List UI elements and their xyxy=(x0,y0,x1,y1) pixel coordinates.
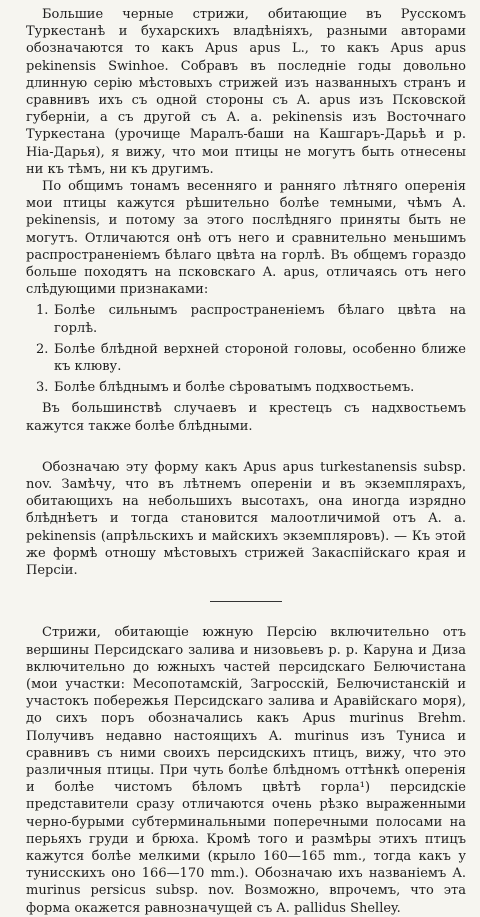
section-divider xyxy=(210,601,282,602)
list-item-text: Болѣе сильнымъ распространеніемъ бѣлаго цвѣта на горлѣ. xyxy=(54,303,466,336)
distinguishing-features-list xyxy=(36,302,466,396)
list-item xyxy=(36,341,466,375)
list-item xyxy=(36,379,466,396)
paragraph-turkestanensis-description: Обозначаю эту форму какъ Apus apus turkestanensis subsp. nov. Замѣчу, что въ лѣтнемъ опереніи и въ экземплярахъ, обитающихъ на небольшихъ высотахъ, она иногда изрядно блѣднѣетъ и тогда становится малоотличимой отъ A. a. pekinensis (апрѣльскихъ и майскихъ экземпляровъ). — Къ этой же формѣ отношу мѣстовыхъ стрижей Закаспійскаго края и Персіи. xyxy=(26,459,466,579)
paragraph-apus-pekinensis-intro: Большие черные стрижи, обитающие въ Русскомъ Туркестанѣ и бухарскихъ владѣніяхъ, разными авторами обозначаются то какъ Apus apus L., то какъ Apus apus pekinensis Swinhoe. Собравъ въ последніе годы довольно длинную серію мѣстовыхъ стрижей изъ названныхъ странъ и сравнивъ ихъ съ одной стороны съ A. apus изъ Псковской губерніи, а съ другой съ A. a. pekinensis изъ Восточнаго Туркестана (урочище Маралъ-баши на Кашгаръ-Дарьѣ и р. Ніа-Дарья), я вижу, что мои птицы не могутъ быть отнесены ни къ тѣмъ, ни къ другимъ. xyxy=(26,7,466,177)
list-item-number: 3. xyxy=(36,380,49,396)
list-item-text: Болѣе блѣдной верхней стороной головы, особенно ближе къ клюву. xyxy=(54,341,466,375)
list-item xyxy=(36,302,466,336)
paragraph-rump-note: Въ большинствѣ случаевъ и крестецъ съ надхвостьемъ кажутся также болѣе блѣдными. xyxy=(26,401,466,434)
paragraph-plumage-comparison: По общимъ тонамъ весенняго и ранняго лѣтняго оперенія мои птицы кажутся рѣшительно болѣе темными, чѣмъ A. pekinensis, и потому за этого послѣдняго приняты быть не могутъ. Отличаются онѣ отъ него и сравнительно меньшимъ распространеніемъ бѣлаго цвѣта на горлѣ. Въ общемъ гораздо больше походятъ на псковскаго A. apus, отличаясь отъ него слѣдующими признаками: xyxy=(26,179,466,298)
list-item-number: 1. xyxy=(36,303,49,319)
list-item-number: 2. xyxy=(36,341,49,357)
paragraph-murinus-persicus-description: Стрижи, обитающіе южную Персію включительно отъ вершины Персидскаго залива и низовьевъ р. р. Каруна и Диза включительно до южныхъ частей персидскаго Белючистана (мои участки: Месопотамскій, Загросскій, Белючистанскій и участокъ побережья Персидскаго залива и Аравійскаго моря), до сихъ поръ обозначались какъ Apus murinus Brehm. Получивъ недавно настоящихъ A. murinus изъ Туниса и сравнивъ съ ними своихъ персидскихъ птицъ, вижу, что это различныя птицы. При чуть болѣе блѣдномъ оттѣнкѣ оперенія и болѣе чистомъ бѣломъ цвѣтѣ горла¹) персидскіе представители сразу отличаются очень рѣзко выраженными черно-бурыми субтерминальными поперечными полосами на перьяхъ груди и брюха. Кромѣ того и размѣры этихъ птицъ кажутся болѣе мелкими (крыло 160—165 mm., тогда какъ у тунисскихъ оно 166—170 mm.). Обозначаю ихъ названіемъ A. murinus persicus subsp. nov. Возможно, впрочемъ, что эта форма окажется равнозначущей съ A. pallidus Shelley. xyxy=(26,625,466,916)
list-item-text: Болѣе блѣднымъ и болѣе сѣроватымъ подхвостьемъ. xyxy=(54,380,415,396)
